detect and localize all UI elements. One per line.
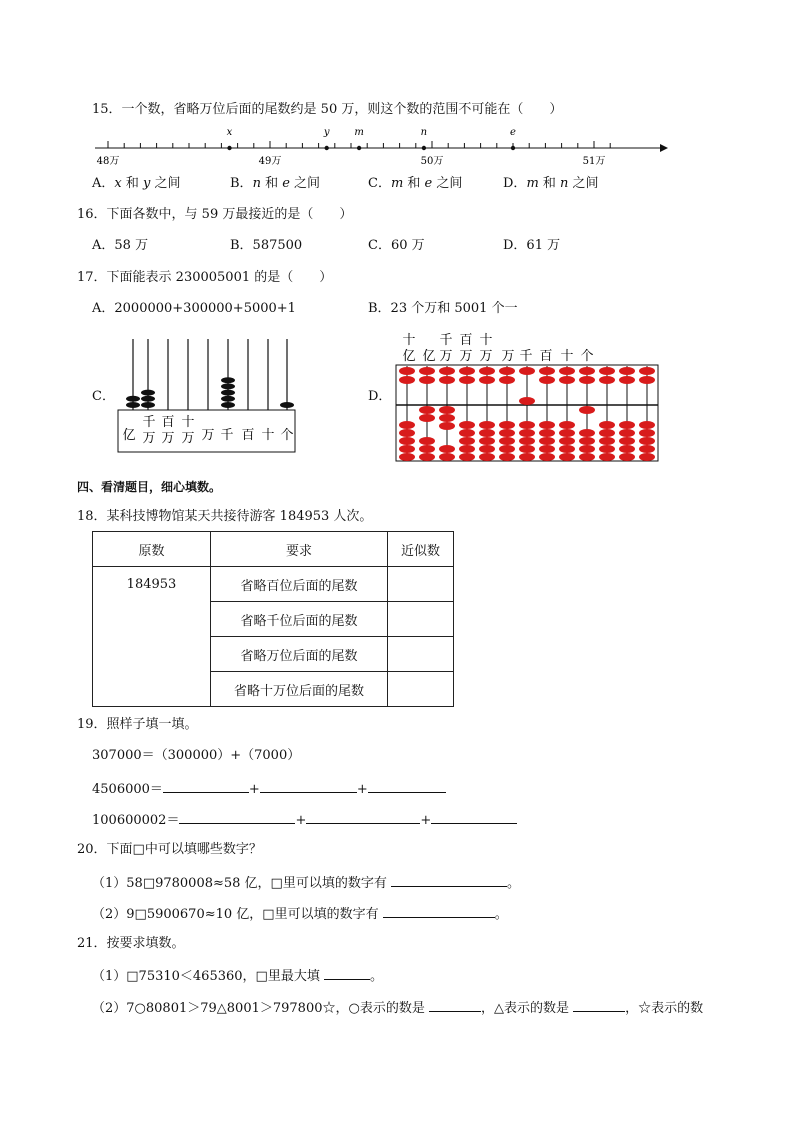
abacus-bead [459,429,475,437]
q16-option-a[interactable]: A．58 万 [92,238,149,253]
abacus-bead [459,421,475,429]
abacus-bead [399,367,415,375]
abacus-bead [419,453,435,461]
abacus-label: 个 [580,349,594,364]
abacus-bead [280,402,294,408]
q17-option-c-key[interactable]: C． [92,389,115,404]
abacus-label: 万 [161,431,175,446]
abacus-bead [579,429,595,437]
answer-blank[interactable] [260,780,357,793]
abacus-label: 万 [439,349,453,364]
header-approx: 近似数 [388,532,454,567]
abacus-bead [399,437,415,445]
abacus-bead [639,367,655,375]
abacus-label: 万 [201,428,215,443]
point-e [511,146,515,150]
abacus-label: 十 [261,428,275,443]
abacus-bead [141,396,155,402]
header-requirement: 要求 [211,532,388,567]
answer-blank[interactable] [324,967,370,980]
abacus-bead [479,437,495,445]
abacus-bead [479,367,495,375]
q20-item-1: （1）58□9780008≈58 亿，□里可以填的数字有 。 [92,876,520,891]
point-label-y: y [323,127,330,138]
abacus-bead [639,437,655,445]
point-label-n: n [420,127,428,138]
abacus-label: 亿 [422,349,436,364]
abacus-bead [539,367,555,375]
abacus-bead [479,376,495,384]
abacus-label: 万 [459,349,473,364]
abacus-label: 百 [539,349,553,364]
header-original: 原数 [93,532,211,567]
abacus-bead [126,402,140,408]
tick-label: 48万 [96,156,120,167]
abacus-bead [419,414,435,422]
abacus-label: 万 [142,431,156,446]
q20-item-2: （2）9□5900670≈10 亿，□里可以填的数字有 。 [92,907,508,922]
abacus-bead [439,414,455,422]
abacus-bead [579,406,595,414]
abacus-bead [419,406,435,414]
abacus-bead [639,429,655,437]
abacus-bead [221,396,235,402]
point-m [357,146,361,150]
abacus-bead [539,376,555,384]
abacus-d-labels [402,332,593,364]
q15-option-b[interactable]: B．n 和 e 之间 [230,176,321,191]
abacus-bead [499,445,515,453]
answer-blank[interactable] [306,811,420,824]
answer-blank[interactable] [429,999,481,1012]
abacus-bead [419,367,435,375]
answer-blank[interactable] [573,999,625,1012]
abacus-bead [519,421,535,429]
abacus-bead [599,376,615,384]
approx-answer-cell[interactable] [388,672,454,707]
abacus-bead [221,383,235,389]
abacus-bead [639,445,655,453]
abacus-bead [579,445,595,453]
q17-stem: 17．下面能表示 230005001 的是（ ） [77,270,333,285]
abacus-bead [499,367,515,375]
point-label-e: e [510,127,516,138]
abacus-label: 千 [142,415,156,430]
q17-option-d-key[interactable]: D． [368,389,392,404]
q19-line-1: 4506000＝ + + [92,780,446,798]
abacus-bead [399,445,415,453]
q19-stem: 19．照样子填一填。 [77,717,198,732]
abacus-bead [619,367,635,375]
point-x [227,146,231,150]
point-label-m: m [354,127,364,138]
abacus-label: 十 [402,333,416,348]
q20-stem: 20．下面□中可以填哪些数字？ [77,842,262,857]
point-n [422,146,426,150]
q16-option-d[interactable]: D．61 万 [503,238,561,253]
tick-label: 51万 [582,156,606,167]
q21-item-2: （2）7○80801＞79△8001＞797800☆，○表示的数是 ，△表示的数是 ，☆表示的数 [92,1001,704,1016]
abacus-bead [599,445,615,453]
requirement-cell: 省略万位后面的尾数 [211,637,388,672]
approx-answer-cell[interactable] [388,637,454,672]
abacus-bead [399,376,415,384]
abacus-label: 万 [479,349,493,364]
abacus-bead [559,429,575,437]
answer-blank[interactable] [391,874,507,887]
q17-option-a[interactable]: A．2000000+300000+5000+1 [92,301,296,316]
abacus-bead [399,421,415,429]
answer-blank[interactable] [368,780,446,793]
abacus-label: 亿 [122,428,136,443]
abacus-bead [399,429,415,437]
abacus-bead [559,437,575,445]
abacus-label: 百 [241,428,255,443]
abacus-bead [479,445,495,453]
abacus-bead [579,453,595,461]
abacus-bead [539,429,555,437]
abacus-bead [459,376,475,384]
q16-stem: 16．下面各数中，与 59 万最接近的是（ ） [77,207,353,222]
abacus-bead [519,445,535,453]
abacus-label: 千 [220,428,234,443]
abacus-label: 万 [181,431,195,446]
abacus-bead [439,406,455,414]
abacus-bead [499,376,515,384]
abacus-label: 十 [479,333,493,348]
abacus-bead [599,421,615,429]
abacus-bead [499,429,515,437]
abacus-bead [479,429,495,437]
q16-option-b[interactable]: B．587500 [230,238,303,253]
abacus-bead [439,453,455,461]
abacus-bead [499,453,515,461]
abacus-bead [519,367,535,375]
abacus-bead [599,437,615,445]
abacus-bead [539,421,555,429]
q17-option-b[interactable]: B．23 个万和 5001 个一 [368,301,518,316]
q19-example: 307000＝（300000）+（7000） [92,748,301,763]
abacus-bead [419,445,435,453]
abacus-bead [539,453,555,461]
abacus-label: 万 [501,349,515,364]
abacus-bead [599,453,615,461]
abacus-label: 个 [280,428,294,443]
abacus-bead [399,453,415,461]
abacus-bead [559,421,575,429]
abacus-c-beads [126,377,294,408]
abacus-bead [459,367,475,375]
q15-number-line [90,120,670,170]
point-label-x: x [226,127,233,138]
abacus-bead [559,376,575,384]
abacus-bead [519,429,535,437]
abacus-bead [619,453,635,461]
abacus-bead [459,445,475,453]
requirement-cell: 省略百位后面的尾数 [211,567,388,602]
q21-item-1: （1）□75310＜465360，□里最大填 。 [92,969,383,984]
table-header-row [93,532,454,567]
tick-label: 49万 [258,156,282,167]
abacus-bead [559,445,575,453]
abacus-bead [539,445,555,453]
abacus-label: 千 [439,333,453,348]
abacus-bead [439,422,455,430]
abacus-bead [599,429,615,437]
abacus-bead [141,390,155,396]
abacus-bead [579,437,595,445]
approx-answer-cell[interactable] [388,602,454,637]
abacus-bead [579,376,595,384]
abacus-bead [419,376,435,384]
abacus-label: 亿 [402,349,416,364]
abacus-bead [499,437,515,445]
q18-stem: 18．某科技博物馆某天共接待游客 184953 人次。 [77,509,373,524]
q19-line-2: 100600002＝ + + [92,811,517,829]
abacus-bead [639,376,655,384]
abacus-bead [419,437,435,445]
q16-option-c[interactable]: C．60 万 [368,238,425,253]
number-line-arrow [660,144,668,152]
abacus-bead [439,376,455,384]
original-number-cell: 184953 [93,567,211,707]
abacus-bead [439,367,455,375]
approx-answer-cell[interactable] [388,567,454,602]
answer-blank[interactable] [163,780,249,793]
q18-table [92,531,454,707]
abacus-bead [479,453,495,461]
abacus-label: 百 [161,415,175,430]
answer-blank[interactable] [179,811,295,824]
abacus-bead [559,367,575,375]
abacus-bead [126,396,140,402]
abacus-bead [459,437,475,445]
point-y [325,146,329,150]
abacus-bead [519,437,535,445]
table-row [93,567,454,602]
abacus-bead [639,453,655,461]
q15-option-d[interactable]: D．m 和 n 之间 [503,176,599,191]
number-line-tick-labels [97,155,606,167]
abacus-bead [599,367,615,375]
answer-blank[interactable] [383,905,495,918]
abacus-bead [221,390,235,396]
abacus-label: 千 [519,349,533,364]
abacus-c-rods [133,339,287,410]
abacus-label: 十 [181,415,195,430]
abacus-bead [619,445,635,453]
tick-label: 50万 [420,156,444,167]
abacus-c [115,336,300,458]
abacus-bead [221,402,235,408]
abacus-bead [559,453,575,461]
abacus-bead [459,453,475,461]
q15-stem: 15．一个数，省略万位后面的尾数约是 50 万，则这个数的范围不可能在（ ） [92,102,563,117]
abacus-bead [499,421,515,429]
q21-stem: 21．按要求填数。 [77,936,185,951]
abacus-bead [639,421,655,429]
abacus-bead [439,445,455,453]
abacus-bead [619,429,635,437]
abacus-bead [619,421,635,429]
abacus-bead [619,437,635,445]
abacus-bead [539,437,555,445]
abacus-bead [519,397,535,405]
abacus-label: 十 [560,349,574,364]
abacus-bead [221,377,235,383]
q15-option-c[interactable]: C．m 和 e 之间 [368,176,463,191]
requirement-cell: 省略千位后面的尾数 [211,602,388,637]
abacus-d [393,330,661,463]
section-4-title: 四、看清题目，细心填数。 [77,480,222,494]
abacus-bead [519,453,535,461]
abacus-bead [141,402,155,408]
abacus-label: 百 [459,333,473,348]
abacus-bead [619,376,635,384]
q15-option-a[interactable]: A．x 和 y 之间 [92,176,181,191]
abacus-bead [579,367,595,375]
answer-blank[interactable] [431,811,517,824]
requirement-cell: 省略十万位后面的尾数 [211,672,388,707]
abacus-bead [479,421,495,429]
